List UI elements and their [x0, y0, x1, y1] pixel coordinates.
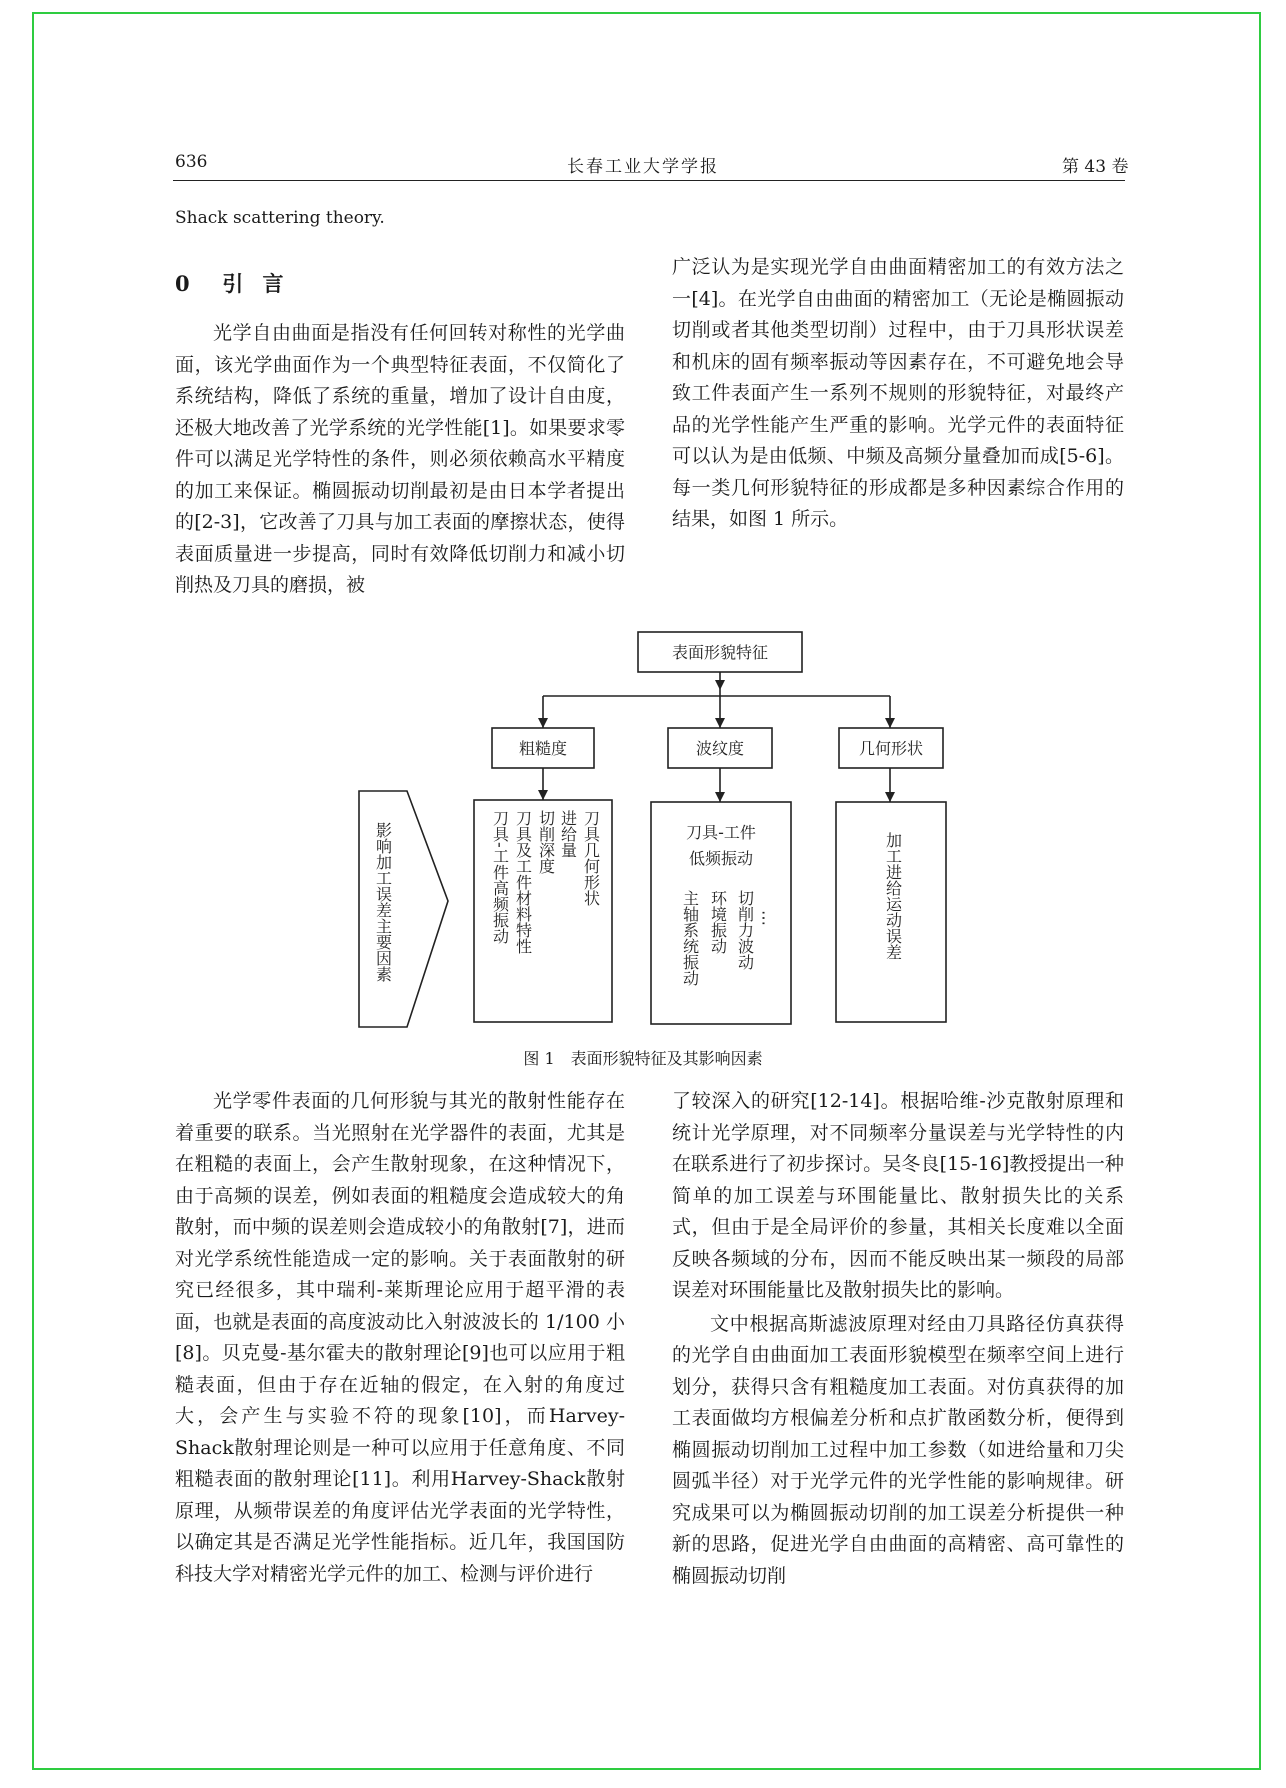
volume-label: 第 43 卷	[1062, 157, 1129, 177]
category-label-waviness: 波纹度	[695, 739, 745, 758]
roughness-factor: 刀具-工件高频振动	[490, 810, 510, 944]
body-left-column	[175, 1086, 625, 1590]
waviness-factor-line-1: 刀具-工件	[686, 823, 756, 842]
journal-title: 长春工业大学学报	[567, 157, 719, 177]
waviness-factor: 环境振动	[708, 890, 728, 954]
intro-right-column	[672, 252, 1124, 536]
waviness-factor-line-2: 低频振动	[688, 849, 754, 868]
waviness-factor: 主轴系统振动	[680, 890, 700, 986]
header-rule	[173, 180, 1125, 181]
waviness-factor: 切削力波动	[735, 890, 755, 970]
roughness-factor: 刀具及工件材料特性	[513, 810, 533, 954]
paragraph: 光学自由曲面是指没有任何回转对称性的光学曲面，该光学曲面作为一个典型特征表面，不仅简化了系统结构，降低了系统的重量，增加了设计自由度，还极大地改善了光学系统的光学性能[1]。如果要求零件可以满足光学特性的条件，则必须依赖高水平精度的加工来保证。椭圆振动切削最初是由日本学者提出的[2-3]，它改善了刀具与加工表面的摩擦状态，使得表面质量进一步提高，同时有效降低切削力和减小切削热及刀具的磨损，被	[175, 322, 625, 596]
category-label-form: 几何形状	[858, 739, 924, 758]
roughness-factor: 切削深度	[536, 810, 556, 874]
roughness-factor: 刀具几何形状	[581, 810, 601, 906]
form-factor: 加工进给运动误差	[883, 832, 903, 960]
roughness-factor: 进给量	[558, 810, 578, 858]
body-right-column	[672, 1086, 1124, 1592]
paragraph: 文中根据高斯滤波原理对经由刀具路径仿真获得的光学自由曲面加工表面形貌模型在频率空间上进行划分，获得只含有粗糙度加工表面。对仿真获得的加工表面做均方根偏差分析和点扩散函数分析，便得到椭圆振动切削加工过程中加工参数（如进给量和刀尖圆弧半径）对于光学元件的光学性能的影响规律。研究成果可以为椭圆振动切削的加工误差分析提供一种新的思路，促进光学自由曲面的高精密、高可靠性的椭圆振动切削	[672, 1312, 1124, 1587]
root-label: 表面形貌特征	[671, 643, 769, 662]
section-heading	[175, 268, 290, 298]
influence-label: 影响加工误差主要因素	[373, 822, 393, 982]
section-number: 0	[175, 271, 196, 296]
paragraph: 了较深入的研究[12-14]。根据哈维-沙克散射原理和统计光学原理，对不同频率分量误差与光学特性的内在联系进行了初步探讨。吴冬良[15-16]教授提出一种简单的加工误差与环围能量比、散射损失比的关系式，但由于是全局评价的参量，其相关长度难以全面反映各频域的分布，因而不能反映出某一频段的局部误差对环围能量比及散射损失比的影响。	[672, 1090, 1124, 1301]
paragraph: 广泛认为是实现光学自由曲面精密加工的有效方法之一[4]。在光学自由曲面的精密加工（无论是椭圆振动切削或者其他类型切削）过程中，由于刀具形状误差和机床的固有频率振动等因素存在，不可避免地会导致工件表面产生一系列不规则的形貌特征，对最终产品的光学性能产生严重的影响。光学元件的表面特征可以认为是由低频、中频及高频分量叠加而成[5-6]。每一类几何形貌特征的形成都是多种因素综合作用的结果，如图 1 所示。	[672, 256, 1124, 530]
ellipsis-mark: …	[758, 910, 778, 926]
figure-caption: 图 1 表面形貌特征及其影响因素	[523, 1049, 763, 1068]
page-number: 636	[175, 152, 208, 172]
section-title: 引 言	[222, 271, 290, 296]
abstract-continuation: Shack scattering theory.	[175, 208, 385, 228]
paragraph: 光学零件表面的几何形貌与其光的散射性能存在着重要的联系。当光照射在光学器件的表面，尤其是在粗糙的表面上，会产生散射现象，在这种情况下，由于高频的误差，例如表面的粗糙度会造成较大的角散射，而中频的误差则会造成较小的角散射[7]，进而对光学系统性能造成一定的影响。关于表面散射的研究已经很多，其中瑞利-莱斯理论应用于超平滑的表面，也就是表面的高度波动比入射波波长的 1/100 小[8]。贝克曼-基尔霍夫的散射理论[9]也可以应用于粗糙表面，但由于存在近轴的假定，在入射的角度过大，会产生与实验不符的现象[10]，而Harvey-Shack散射理论则是一种可以应用于任意角度、不同粗糙表面的散射理论[11]。利用Harvey-Shack散射原理，从频带误差的角度评估光学表面的光学特性，以确定其是否满足光学性能指标。近几年，我国国防科技大学对精密光学元件的加工、检测与评价进行	[175, 1090, 625, 1585]
category-label-roughness: 粗糙度	[518, 739, 568, 758]
intro-left-column	[175, 318, 625, 602]
